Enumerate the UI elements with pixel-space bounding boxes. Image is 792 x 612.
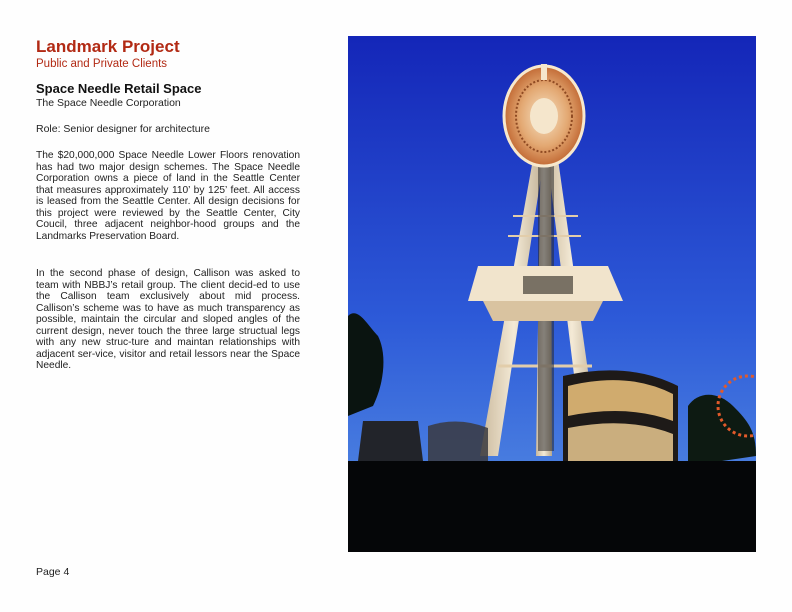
description-paragraph-1: The $20,000,000 Space Needle Lower Floors renovation has had two major design schemes. The Space Needle Corporation owns a piece of land in the Seattle Center that measures approximately 110’ by 125’ feet. All access is leased from the Seattle Center. All design decisions for this project were reviewed by the Seattle Center, City Coucil, three adjacent neighbor-hood groups and the Landmarks Preservation Board. [36,150,300,242]
section-subtitle: Public and Private Clients [36,58,168,70]
section-title: Landmark Project [36,37,180,56]
space-needle-photo [348,36,756,552]
ground [348,461,756,552]
page-number: Page 4 [36,566,70,578]
project-client: The Space Needle Corporation [36,97,181,109]
top-saucer [504,64,584,166]
project-title: Space Needle Retail Space [36,81,202,96]
space-needle-illustration [348,36,756,552]
description-paragraph-2: In the second phase of design, Callison was asked to team with NBBJ’s retail group. The client decid-ed to use the Callison team exclusively about mid process. Callison’s scheme was to have as much transparency as possible, maintain the circular and sloped angles of the current design, never touch the three large structual legs with any new struc-ture and maintan relationships with adjacent ser-vice, visitor and retail lessors near the Space Needle. [36,268,300,371]
project-role: Role: Senior designer for architecture [36,123,210,135]
